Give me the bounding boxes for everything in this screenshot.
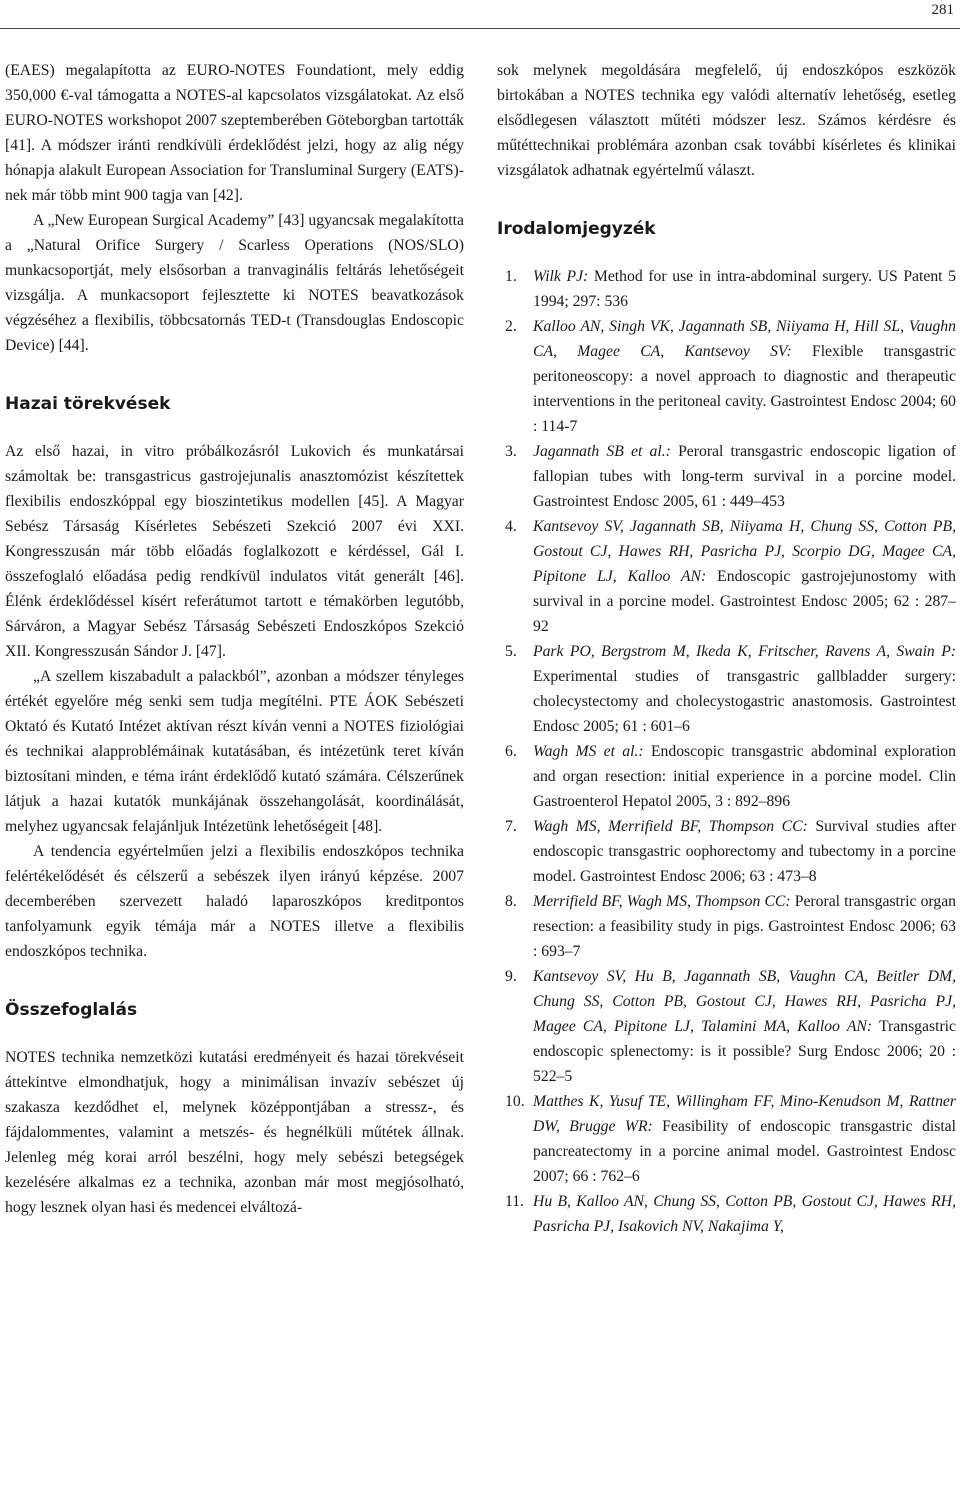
reference-item	[497, 814, 956, 889]
reference-item	[497, 889, 956, 964]
right-column	[497, 58, 956, 1239]
reference-item	[497, 314, 956, 439]
reference-number: 3.	[505, 443, 517, 460]
reference-number: 1.	[505, 268, 517, 285]
reference-authors: Kantsevoy SV, Hu B, Jagannath SB, Vaughn CA, Beitler DM, Chung SS, Cotton PB, Gostout CJ, Hawes RH, Pasricha PJ, Magee CA, Pipitone LJ, Talamini MA, Kalloo AN:	[533, 968, 956, 1035]
reference-text: Peroral transgastric organ resection: a feasibility study in pigs. Gastrointest Endosc 2006; 63 : 693–7	[533, 893, 956, 960]
reference-number: 8.	[505, 893, 517, 910]
reference-number: 5.	[505, 643, 517, 660]
reference-item	[497, 964, 956, 1089]
reference-item	[497, 739, 956, 814]
reference-item	[497, 264, 956, 314]
body-paragraph: A tendencia egyértelműen jelzi a flexibilis endoszkópos technika felértékelődését és célszerű a sebészek ilyen irányú képzése. 2007 decemberében szervezett haladó laparoszkópos kreditpontos tanfolyamunk egyik témája már a NOTES illetve a flexibilis endoszkópos technika.	[5, 843, 464, 960]
reference-authors: Kalloo AN, Singh VK, Jagannath SB, Niiyama H, Hill SL, Vaughn CA, Magee CA, Kantsevoy SV:	[533, 318, 956, 360]
body-paragraph: NOTES technika nemzetközi kutatási eredményeit és hazai törekvéseit áttekintve elmondhatjuk, hogy a minimálisan invazív sebészet új szakasza kezdődhet el, melynek középpontjában a stressz-, és fájdalommentes, valamint a metszés- és hegnélküli műtétek állnak. Jelenleg még korai arról beszélni, hogy mely sebészi betegségek kezelésére alkalmas ez a technika, azonban már most megjósolható, hogy lesznek olyan hasi és medencei elváltozá-	[5, 1049, 464, 1216]
reference-number: 7.	[505, 818, 517, 835]
reference-authors: Park PO, Bergstrom M, Ikeda K, Fritscher, Ravens A, Swain P:	[533, 643, 956, 660]
reference-number: 11.	[505, 1193, 525, 1210]
reference-text: Flexible transgastric peritoneoscopy: a novel approach to diagnostic and therapeutic interventions in the peritoneal cavity. Gastrointest Endosc 2004; 60 : 114-7	[533, 343, 956, 435]
reference-text: Method for use in intra-abdominal surgery. US Patent 5 1994; 297: 536	[533, 268, 956, 310]
reference-item	[497, 439, 956, 514]
reference-text: Endoscopic transgastric abdominal exploration and organ resection: initial experience in a porcine model. Clin Gastroenterol Hepatol 2005, 3 : 892–896	[533, 743, 956, 810]
reference-text: Peroral transgastric endoscopic ligation of fallopian tubes with long-term survival in a porcine model. Gastrointest Endosc 2005, 61 : 449–453	[533, 443, 956, 510]
left-column	[5, 58, 464, 1220]
reference-item	[497, 514, 956, 639]
body-paragraph: A „New European Surgical Academy” [43] ugyancsak megalakította a „Natural Orifice Surgery / Scarless Operations (NOS/SLO) munkacsoportját, mely elsősorban a tranvaginális feltárás lehetőségeit vizsgálja. A munkacsoport fejlesztette ki NOTES beavatkozások végzéséhez a flexibilis, többcsatornás TED-t (Transdouglas Endoscopic Device) [44].	[5, 212, 464, 354]
reference-number: 2.	[505, 318, 517, 335]
reference-authors: Matthes K, Yusuf TE, Willingham FF, Mino-Kenudson M, Rattner DW, Brugge WR:	[533, 1093, 956, 1135]
reference-text: Endoscopic gastrojejunostomy with survival in a porcine model. Gastrointest Endosc 2005; 62 : 287–92	[533, 568, 956, 635]
reference-authors: Wagh MS et al.:	[533, 743, 644, 760]
reference-item	[497, 1089, 956, 1189]
reference-item	[497, 1189, 956, 1239]
reference-number: 6.	[505, 743, 517, 760]
body-paragraph: (EAES) megalapította az EURO-NOTES Foundationt, mely eddig 350,000 €-val támogatta a NOTES-al kapcsolatos vizsgálatokat. Az első EURO-NOTES workshopot 2007 szeptemberében Göteborgban tartották [41]. A módszer iránti rendkívüli érdeklődést jelzi, hogy az alig négy hónapja alakult European Association for Transluminal Surgery (EATS)-nek már több mint 900 tagja van [42].	[5, 62, 464, 204]
reference-authors: Wilk PJ:	[533, 268, 589, 285]
reference-number: 10.	[505, 1093, 525, 1110]
references-heading: Irodalomjegyzék	[497, 219, 656, 239]
reference-authors: Wagh MS, Merrifield BF, Thompson CC:	[533, 818, 808, 835]
header-rule	[0, 28, 960, 29]
reference-authors: Hu B, Kalloo AN, Chung SS, Cotton PB, Gostout CJ, Hawes RH, Pasricha PJ, Isakovich NV, Nakajima Y,	[533, 1193, 956, 1235]
body-paragraph: „A szellem kiszabadult a palackból”, azonban a módszer tényleges értékét egyelőre még senki sem tudja megítélni. PTE ÁOK Sebészeti Oktató és Kutató Intézet aktívan részt kíván venni a NOTES fiziológiai és technikai alapproblémáinak kutatásában, és intézetünk teret kíván biztosítani minden, e téma iránt érdeklődő kutató számára. Célszerűnek látjuk a hazai kutatók munkájának összehangolását, koordinálását, melyhez ugyancsak felajánljuk Intézetünk lehetőségeit [48].	[5, 668, 464, 835]
reference-list	[497, 264, 956, 1239]
reference-number: 4.	[505, 518, 517, 535]
page-number: 281	[931, 2, 954, 18]
reference-authors: Jagannath SB et al.:	[533, 443, 671, 460]
reference-authors: Merrifield BF, Wagh MS, Thompson CC:	[533, 893, 791, 910]
section-heading-hazai: Hazai törekvések	[5, 394, 171, 414]
reference-authors: Kantsevoy SV, Jagannath SB, Niiyama H, Chung SS, Cotton PB, Gostout CJ, Hawes RH, Pasricha PJ, Scorpio DG, Magee CA, Pipitone LJ, Kalloo AN:	[533, 518, 956, 585]
reference-text: Experimental studies of transgastric gallbladder surgery: cholecystectomy and cholecystogastric anastomosis. Gastrointest Endosc 2005; 61 : 601–6	[533, 668, 956, 735]
reference-text: Feasibility of endoscopic transgastric distal pancreatectomy in a porcine animal model. Gastrointest Endosc 2007; 66 : 762–6	[533, 1118, 957, 1185]
body-paragraph: sok melynek megoldására megfelelő, új endoszkópos eszközök birtokában a NOTES technika egy valódi alternatív lehetőség, esetleg elsődlegesen választott műtéti módszer lesz. Számos kérdésre és műtéttechnikai problémára azonban csak további kísérletes és klinikai vizsgálatok adhatnak egyértelmű választ.	[497, 62, 956, 179]
reference-text: Transgastric endoscopic splenectomy: is it possible? Surg Endosc 2006; 20 : 522–5	[533, 1018, 956, 1085]
body-paragraph: Az első hazai, in vitro próbálkozásról Lukovich és munkatársai számoltak be: transgastricus gastrojejunalis anasztomózist készítettek flexibilis endoszkóppal egy bioszintetikus modellen [45]. A Magyar Sebész Társaság Kísérletes Sebészeti Szekció 2007 évi XXI. Kongresszusán már több előadás foglalkozott e kérdéssel, Gál I. összefoglaló előadása pedig rendkívül indulatos vitát generált [46]. Élénk érdeklődéssel kísért referátumot tartott e témakörben legutóbb, Sárváron, a Magyar Sebész Társaság Sebészeti Endoszkópos Szekció XII. Kongresszusán Sándor J. [47].	[5, 443, 464, 660]
section-heading-osszefoglalas: Összefoglalás	[5, 1000, 138, 1020]
reference-text: Survival studies after endoscopic transgastric oophorectomy and tubectomy in a porcine model. Gastrointest Endosc 2006; 63 : 473–8	[533, 818, 956, 885]
reference-item	[497, 639, 956, 739]
reference-number: 9.	[505, 968, 517, 985]
